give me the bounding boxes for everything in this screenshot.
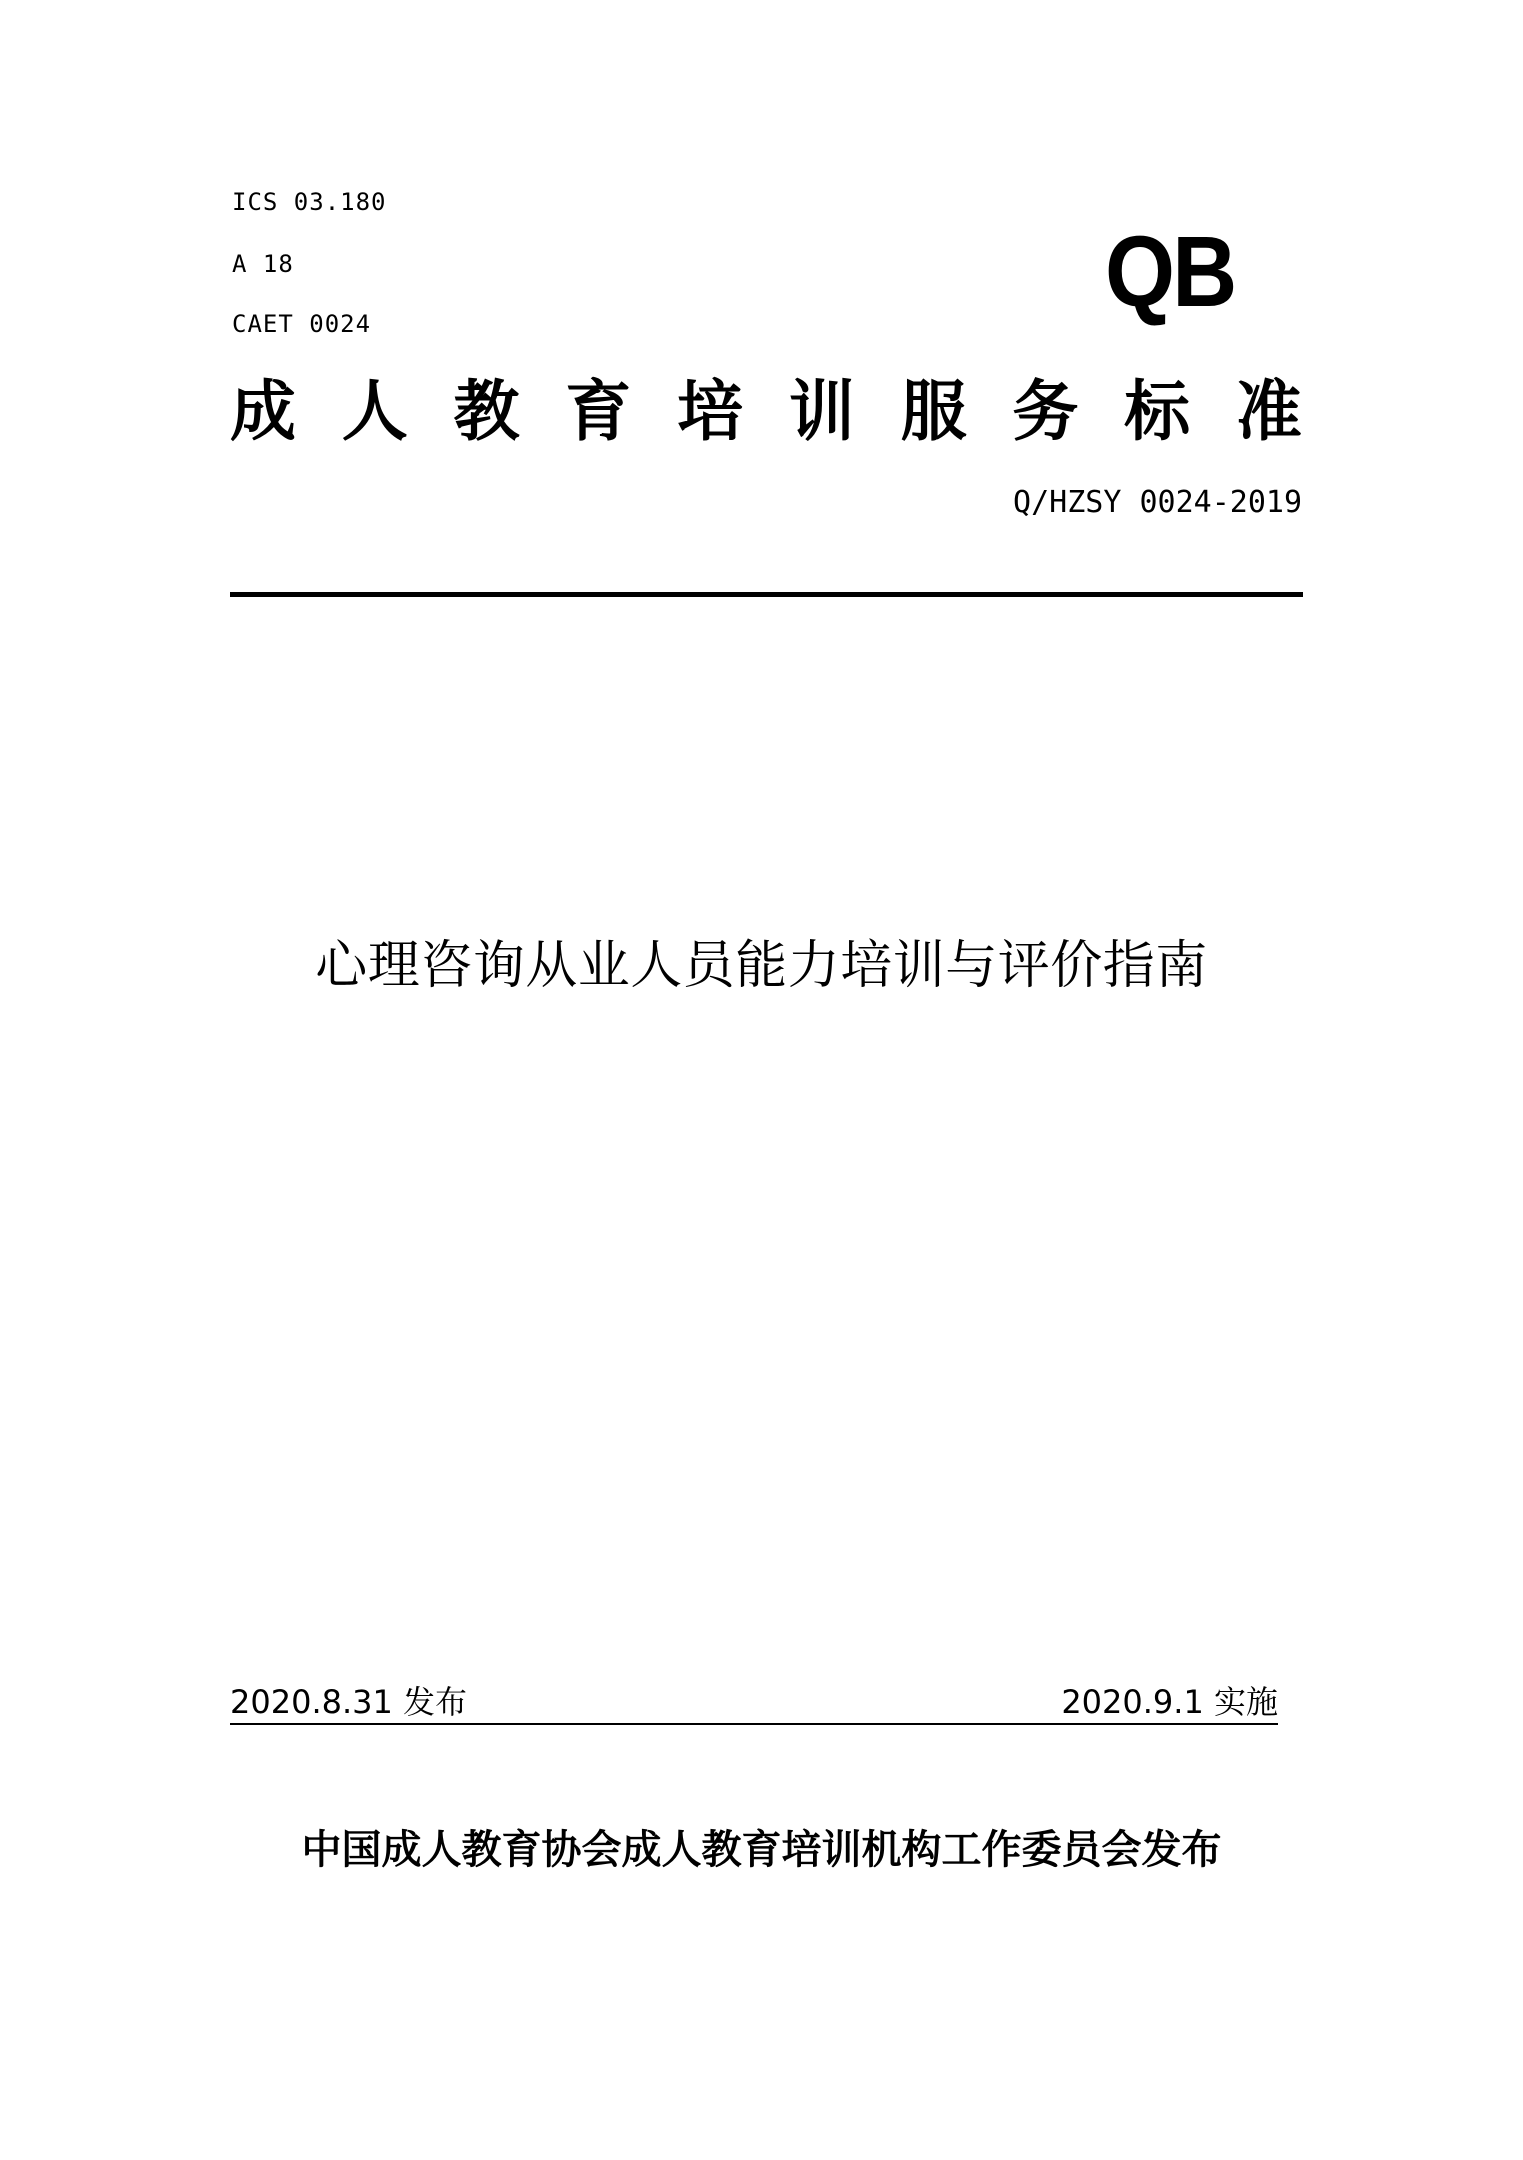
series-title-char: 服 <box>900 372 967 450</box>
series-title-char: 育 <box>565 372 632 450</box>
classification-code: A 18 <box>232 250 294 278</box>
document-title: 心理咨询从业人员能力培训与评价指南 <box>315 936 1208 996</box>
series-title-char: 教 <box>453 372 520 450</box>
caet-code: CAET 0024 <box>232 310 372 338</box>
ics-code: ICS 03.180 <box>232 188 387 216</box>
series-title-char: 标 <box>1124 372 1191 450</box>
series-title-char: 准 <box>1235 372 1302 450</box>
publish-date: 2020.8.31 发布 <box>230 1683 468 1721</box>
series-title-char: 训 <box>788 372 855 450</box>
publisher: 中国成人教育协会成人教育培训机构工作委员会发布 <box>301 1827 1222 1873</box>
standard-number: Q/HZSY 0024-2019 <box>1013 485 1302 520</box>
series-title-char: 人 <box>341 372 408 450</box>
series-title-char: 培 <box>677 372 744 450</box>
date-divider <box>230 1723 1278 1725</box>
qb-logo: QB <box>1105 216 1235 328</box>
series-title-char: 务 <box>1012 372 1079 450</box>
effective-date: 2020.9.1 实施 <box>1061 1683 1278 1721</box>
header-divider <box>230 592 1303 597</box>
series-title-char: 成 <box>230 372 296 450</box>
date-row <box>230 1683 1278 1721</box>
standard-series-title <box>230 372 1302 450</box>
